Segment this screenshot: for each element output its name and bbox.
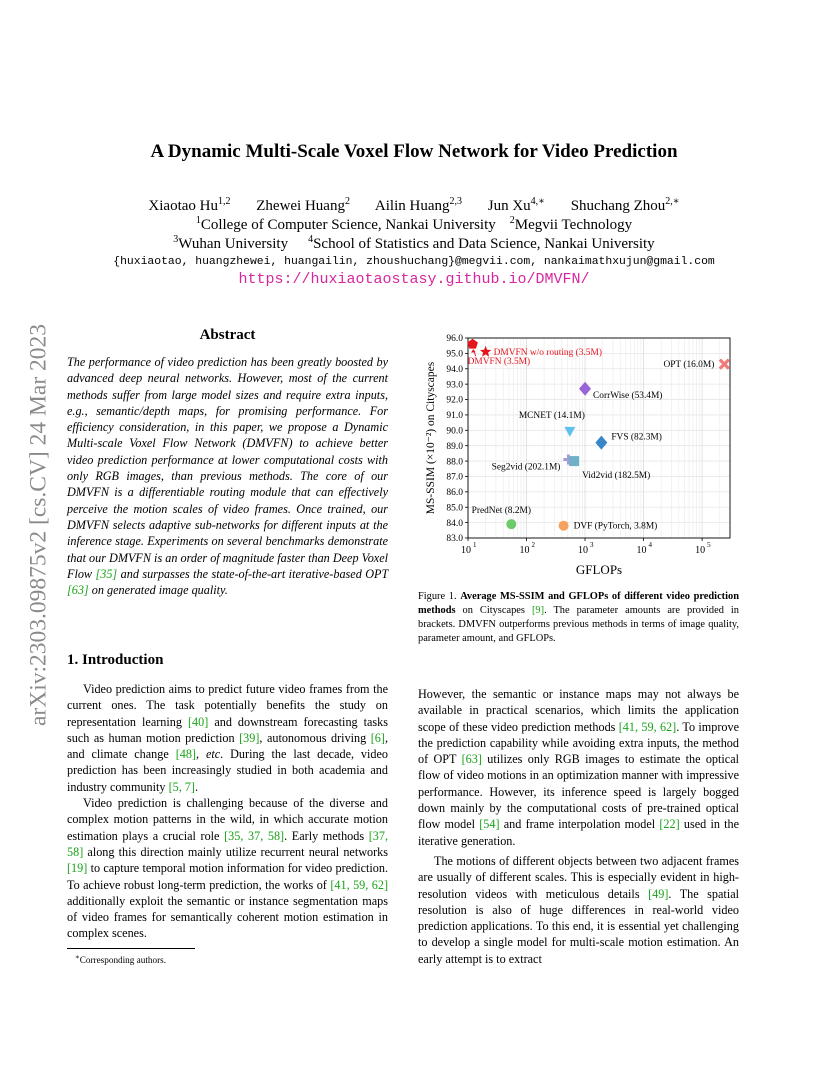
author-name: Ailin Huang bbox=[374, 198, 450, 214]
affiliation-sup: 2 bbox=[509, 215, 515, 226]
x-tick-label: 10 bbox=[461, 545, 471, 556]
data-point-label: FVS (82.3M) bbox=[611, 432, 662, 443]
author-name: Xiaotao Hu bbox=[148, 198, 218, 214]
author-name: Zhewei Huang bbox=[256, 198, 345, 214]
citation-link[interactable]: [40] bbox=[187, 714, 209, 729]
x-tick-exponent: 2 bbox=[531, 541, 536, 549]
data-point-label: MCNET (14.1M) bbox=[518, 410, 585, 421]
affiliation-sup: 4 bbox=[308, 234, 314, 245]
affiliation: College of Computer Science, Nankai University bbox=[200, 217, 496, 233]
paragraph: However, the semantic or instance maps may not always be available in practical scenarios, which limits the application scope of these video prediction methods [41, 59, 62]. To improve the prediction capability while avoiding extra inputs, the method of OPT [63] utilizes only RGB images to estimate the optical flow of video motions in an optimization manner with impressive performance. However, its inference speed is largely bogged down mainly by the computational costs of pre-trained optical flow model [54] and frame interpolation model [22] used in the iterative generation. bbox=[418, 687, 740, 848]
citation-link[interactable]: [37, 58] bbox=[67, 828, 389, 859]
x-axis-label: GFLOPs bbox=[575, 562, 623, 577]
data-point-circle bbox=[506, 519, 516, 529]
x-tick-label: 10 bbox=[519, 545, 530, 556]
y-tick-label: 87.0 bbox=[446, 472, 463, 483]
citation-link[interactable]: [19] bbox=[67, 861, 88, 876]
y-tick-label: 88.0 bbox=[446, 457, 463, 468]
author-list bbox=[0, 196, 828, 215]
data-point-x bbox=[720, 360, 729, 369]
introduction-text bbox=[67, 681, 388, 942]
author-sup: 2 bbox=[344, 196, 350, 207]
author-sup: 4,∗ bbox=[530, 196, 545, 207]
paragraph: Video prediction aims to predict future video frames from the current ones. The task potentially benefits the study on representation learning [40] and downstream forecasting tasks such as human motion prediction [39], autonomous driving [6], and climate change [48], etc. During the last decade, video prediction has been increasingly studied in both academia and industry community [5, 7]. bbox=[67, 682, 389, 794]
figure-caption: Figure 1. Average MS-SSIM and GFLOPs of different video prediction methods on Cityscapes [9]. The parameter amounts are provided in brackets. DMVFN outperforms previous methods in terms of image quality, parameter amount, and GFLOPs. bbox=[418, 591, 739, 644]
affiliation: Wuhan University bbox=[178, 236, 289, 252]
affiliation: Megvii Technology bbox=[514, 217, 633, 233]
x-tick-exponent: 5 bbox=[707, 541, 711, 549]
data-point-label: DMVFN w/o routing (3.5M) bbox=[493, 347, 602, 358]
y-tick-label: 95.0 bbox=[446, 349, 463, 360]
affiliations-line-2 bbox=[0, 234, 828, 253]
author-name: Jun Xu bbox=[487, 198, 531, 214]
x-tick-label: 10 bbox=[695, 545, 706, 556]
y-tick-label: 92.0 bbox=[446, 395, 463, 406]
y-tick-label: 86.0 bbox=[446, 488, 463, 499]
data-point-triangle-down bbox=[564, 427, 575, 437]
y-tick-label: 93.0 bbox=[446, 380, 463, 391]
data-point-label: Seg2vid (202.1M) bbox=[491, 462, 561, 473]
y-axis-label: MS-SSIM (×10⁻²) on Cityscapes bbox=[425, 361, 437, 515]
x-tick-exponent: 1 bbox=[473, 541, 477, 549]
citation-link[interactable]: [41, 59, 62] bbox=[330, 877, 389, 892]
data-point-label: PredNet (8.2M) bbox=[471, 506, 532, 517]
citation-link[interactable]: [6] bbox=[370, 730, 385, 745]
citation-link[interactable]: [41, 59, 62] bbox=[618, 719, 677, 734]
citation-link[interactable]: [9] bbox=[531, 605, 545, 616]
data-point-circle bbox=[559, 521, 569, 531]
data-point-square bbox=[569, 456, 579, 466]
data-point-label: Vid2vid (182.5M) bbox=[582, 471, 651, 482]
right-column-text bbox=[418, 686, 739, 967]
citation-link[interactable]: [49] bbox=[648, 886, 669, 901]
citation-link[interactable]: [63] bbox=[67, 583, 89, 598]
citation-link[interactable]: [54] bbox=[479, 817, 500, 832]
abstract-heading: Abstract bbox=[199, 327, 256, 343]
citation-link[interactable]: [63] bbox=[461, 752, 482, 767]
data-point-pentagon bbox=[467, 339, 478, 349]
data-point-diamond bbox=[595, 436, 607, 450]
author-name: Shuchang Zhou bbox=[570, 198, 666, 214]
data-point-label: OPT (16.0M) bbox=[663, 360, 715, 371]
citation-link[interactable]: [5, 7] bbox=[168, 779, 195, 794]
affiliation: School of Statistics and Data Science, Nankai University bbox=[313, 236, 655, 252]
x-tick-label: 10 bbox=[636, 545, 647, 556]
citation-link[interactable]: [22] bbox=[659, 817, 680, 832]
affiliation-sup: 3 bbox=[173, 234, 179, 245]
arxiv-identifier: arXiv:2303.09875v2 [cs.CV] 24 Mar 2023 bbox=[25, 323, 52, 727]
citation-link[interactable]: [35, 37, 58] bbox=[224, 828, 285, 843]
y-tick-label: 83.0 bbox=[446, 534, 463, 545]
paragraph: The motions of different objects between two adjacent frames are usually of different scales. This is especially evident in high-resolution videos with meticulous details [49]. The spatial resolution is also of huge differences in real-world video prediction applications. To this end, it is essential yet challenging to develop a single model for multi-scale motion estimation. An early attempt is to extract bbox=[418, 853, 739, 966]
data-point-label: CorrWise (53.4M) bbox=[593, 390, 663, 401]
y-tick-label: 85.0 bbox=[446, 503, 463, 514]
paragraph: Video prediction is challenging because of the diverse and complex motion patterns in the wild, in which accurate motion estimation plays a crucial role [35, 37, 58]. Early methods [37, 58] along this direction mainly utilize recurrent neural networks [19] to capture temporal motion information for video prediction. To achieve robust long-term prediction, the works of [41, 59, 62] additionally exploit the semantic or instance segmentation maps of video frames for semantically coherent motion estimation in complex scenes. bbox=[67, 796, 389, 941]
affiliation-sup: 1 bbox=[195, 215, 201, 226]
data-point-label: DVF (PyTorch, 3.8M) bbox=[573, 521, 658, 532]
footnote: ∗Corresponding authors. bbox=[75, 953, 167, 966]
section-heading-introduction: 1. Introduction bbox=[67, 652, 164, 668]
y-tick-label: 96.0 bbox=[446, 334, 463, 345]
footnote-rule bbox=[67, 948, 195, 949]
y-tick-label: 90.0 bbox=[446, 426, 463, 437]
scatter-chart bbox=[420, 326, 740, 582]
y-tick-label: 94.0 bbox=[446, 364, 463, 375]
author-sup: 2,3 bbox=[449, 196, 462, 207]
citation-link[interactable]: [39] bbox=[239, 730, 260, 745]
citation-link[interactable]: [35] bbox=[95, 566, 118, 581]
y-tick-label: 84.0 bbox=[446, 518, 463, 529]
x-tick-label: 10 bbox=[578, 545, 589, 556]
affiliations-line-1 bbox=[0, 215, 828, 234]
x-tick-exponent: 4 bbox=[648, 541, 653, 549]
citation-link[interactable]: [48] bbox=[175, 747, 196, 762]
annotation-arrowhead bbox=[471, 349, 476, 353]
author-emails: {huxiaotao, huangzhewei, huangailin, zhoushuchang}@megvii.com, nankaimathxujun@gmail.com bbox=[113, 256, 715, 268]
x-tick-exponent: 3 bbox=[590, 541, 594, 549]
author-sup: 2,∗ bbox=[665, 196, 680, 207]
y-tick-label: 91.0 bbox=[446, 411, 463, 422]
y-tick-label: 89.0 bbox=[446, 441, 463, 452]
paper-title: A Dynamic Multi-Scale Voxel Flow Network for Video Prediction bbox=[150, 141, 678, 162]
author-sup: 1,2 bbox=[218, 196, 231, 207]
abstract-text: The performance of video prediction has been greatly boosted by advanced deep neural networks. However, most of the current methods suffer from large model sizes and require extra inputs, e.g., semantic/depth maps, for promising performance. For efficiency consideration, in this paper, we propose a Dynamic Multi-scale Voxel Flow Network (DMVFN) to achieve better video prediction performance at lower computational costs with only RGB images, than previous methods. The core of our DMVFN is a differentiable routing module that can effectively perceive the motion scales of video frames. Once trained, our DMVFN selects adaptive sub-networks for different inputs at the inference stage. Experiments on several benchmarks demonstrate that our DMVFN is an order of magnitude faster than Deep Voxel Flow [35] and surpasses the state-of-the-art iterative-based OPT [63] on generated image quality. bbox=[67, 355, 389, 598]
project-url-link[interactable]: https://huxiaotaostasy.github.io/DMVFN/ bbox=[238, 271, 590, 288]
data-point-label: DMVFN (3.5M) bbox=[467, 357, 531, 368]
